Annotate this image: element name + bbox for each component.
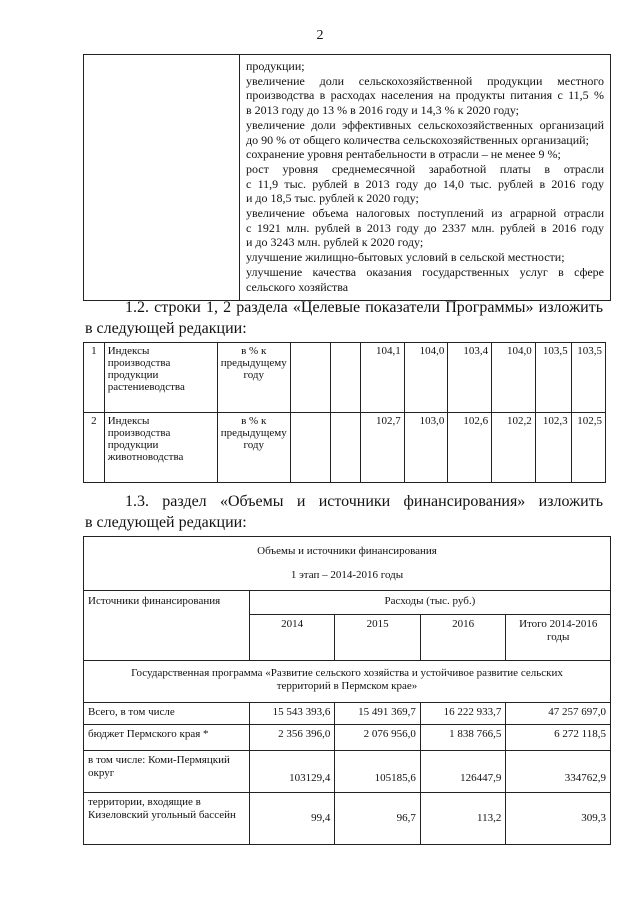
value-cell: 104,0 <box>404 343 448 413</box>
indicator-name: Индексы производства продукции растениеводства <box>104 343 217 413</box>
amount-cell: 309,3 <box>506 793 611 845</box>
amount-cell: 47 257 697,0 <box>506 703 611 725</box>
amount-cell: 126447,9 <box>420 751 506 793</box>
table-row <box>84 703 611 725</box>
row-label: Всего, в том числе <box>84 703 250 725</box>
funding-title: Объемы и источники финансирования <box>84 537 611 563</box>
amount-cell: 103129,4 <box>249 751 335 793</box>
value-cell: 102,6 <box>448 413 492 483</box>
year-header: 2015 <box>335 615 421 661</box>
paragraph-line: в следующей редакции: <box>85 514 247 531</box>
amount-cell: 99,4 <box>249 793 335 845</box>
empty-cell <box>290 413 330 483</box>
amount-cell: 16 222 933,7 <box>420 703 506 725</box>
program-title: Государственная программа «Развитие сельского хозяйства и устойчивое развитие сельских территорий в Пермском крае» <box>84 661 611 703</box>
amount-cell: 15 491 369,7 <box>335 703 421 725</box>
results-line: и до 18,5 тыс. рублей к 2020 году; <box>246 191 419 206</box>
table-row <box>84 343 606 413</box>
paragraph-line: в следующей редакции: <box>85 320 247 337</box>
table-row <box>84 413 606 483</box>
amount-cell: 2 076 956,0 <box>335 725 421 751</box>
results-line: увеличение объема налоговых поступлений из аграрной отрасли <box>246 206 604 221</box>
value-cell: 104,0 <box>492 343 536 413</box>
row-number: 2 <box>84 413 105 483</box>
results-line: улучшение жилищно-бытовых условий в сельской местности; <box>246 250 565 265</box>
table-row <box>84 751 611 793</box>
value-cell: 103,0 <box>404 413 448 483</box>
results-line: и до 3243 млн. рублей к 2020 году; <box>246 235 424 250</box>
value-cell: 102,3 <box>535 413 571 483</box>
year-header: 2016 <box>420 615 506 661</box>
row-number: 1 <box>84 343 105 413</box>
year-header: 2014 <box>249 615 335 661</box>
value-cell: 102,5 <box>571 413 605 483</box>
results-line: с 11,9 тыс. рублей в 2013 году до 14,0 тыс. рублей в 2016 году <box>246 176 604 191</box>
empty-cell <box>330 413 360 483</box>
table-row <box>84 793 611 845</box>
amount-cell: 113,2 <box>420 793 506 845</box>
value-cell: 103,5 <box>571 343 605 413</box>
value-cell: 104,1 <box>361 343 405 413</box>
funding-stage: 1 этап – 2014-2016 годы <box>84 563 611 591</box>
results-line: производства в расходах населения на продукты питания с 11,5 % <box>246 88 604 103</box>
amount-cell: 15 543 393,6 <box>249 703 335 725</box>
row-label: в том числе: Коми-Пермяцкий округ <box>84 751 250 793</box>
paragraph-1-3 <box>85 491 603 533</box>
amount-cell: 2 356 396,0 <box>249 725 335 751</box>
year-header: Итого 2014-2016 годы <box>506 615 611 661</box>
indicator-unit: в % к предыдущему году <box>217 343 290 413</box>
amount-cell: 96,7 <box>335 793 421 845</box>
results-line: увеличение доли эффективных сельскохозяйственных организаций <box>246 117 604 132</box>
paragraph-line: 1.3. раздел «Объемы и источники финансирования» изложить <box>125 493 603 510</box>
col-expenses-header: Расходы (тыс. руб.) <box>249 591 610 615</box>
results-text-cell <box>240 55 611 301</box>
empty-cell <box>330 343 360 413</box>
funding-table <box>83 536 611 845</box>
indicator-unit: в % к предыдущему году <box>217 413 290 483</box>
indicator-name: Индексы производства продукции животноводства <box>104 413 217 483</box>
results-line: с 1921 млн. рублей в 2013 году до 2337 млн. рублей в 2016 году <box>246 220 604 235</box>
table-row <box>84 725 611 751</box>
amount-cell: 1 838 766,5 <box>420 725 506 751</box>
amount-cell: 334762,9 <box>506 751 611 793</box>
value-cell: 102,7 <box>361 413 405 483</box>
continued-results-table <box>83 54 611 301</box>
amount-cell: 6 272 118,5 <box>506 725 611 751</box>
paragraph-line: 1.2. строки 1, 2 раздела «Целевые показатели Программы» изложить <box>125 299 603 316</box>
amount-cell: 105185,6 <box>335 751 421 793</box>
results-line: в 2013 году до 13 % в 2016 году и 14,3 % к 2020 году; <box>246 103 520 118</box>
row-label: бюджет Пермского края * <box>84 725 250 751</box>
results-line: улучшение качества оказания государственных услуг в сфере <box>246 264 604 279</box>
page-number: 2 <box>316 28 324 43</box>
results-line: до 90 % от общего количества сельскохозяйственных организаций; <box>246 132 589 147</box>
value-cell: 103,4 <box>448 343 492 413</box>
results-line: рост уровня среднемесячной заработной платы в отрасли <box>246 161 604 176</box>
row-label: территории, входящие в Кизеловский угольный бассейн <box>84 793 250 845</box>
empty-cell <box>290 343 330 413</box>
target-indicators-table <box>83 342 606 483</box>
empty-left-cell <box>84 55 240 301</box>
results-line: продукции; <box>246 59 305 73</box>
value-cell: 102,2 <box>492 413 536 483</box>
paragraph-1-2 <box>85 297 603 339</box>
results-line: увеличение доли сельскохозяйственной продукции местного <box>246 73 604 88</box>
results-line: сохранение уровня рентабельности в отрасли – не менее 9 %; <box>246 147 561 162</box>
results-line: сельского хозяйства <box>246 279 349 294</box>
col-source-header: Источники финансирования <box>84 591 250 661</box>
value-cell: 103,5 <box>535 343 571 413</box>
